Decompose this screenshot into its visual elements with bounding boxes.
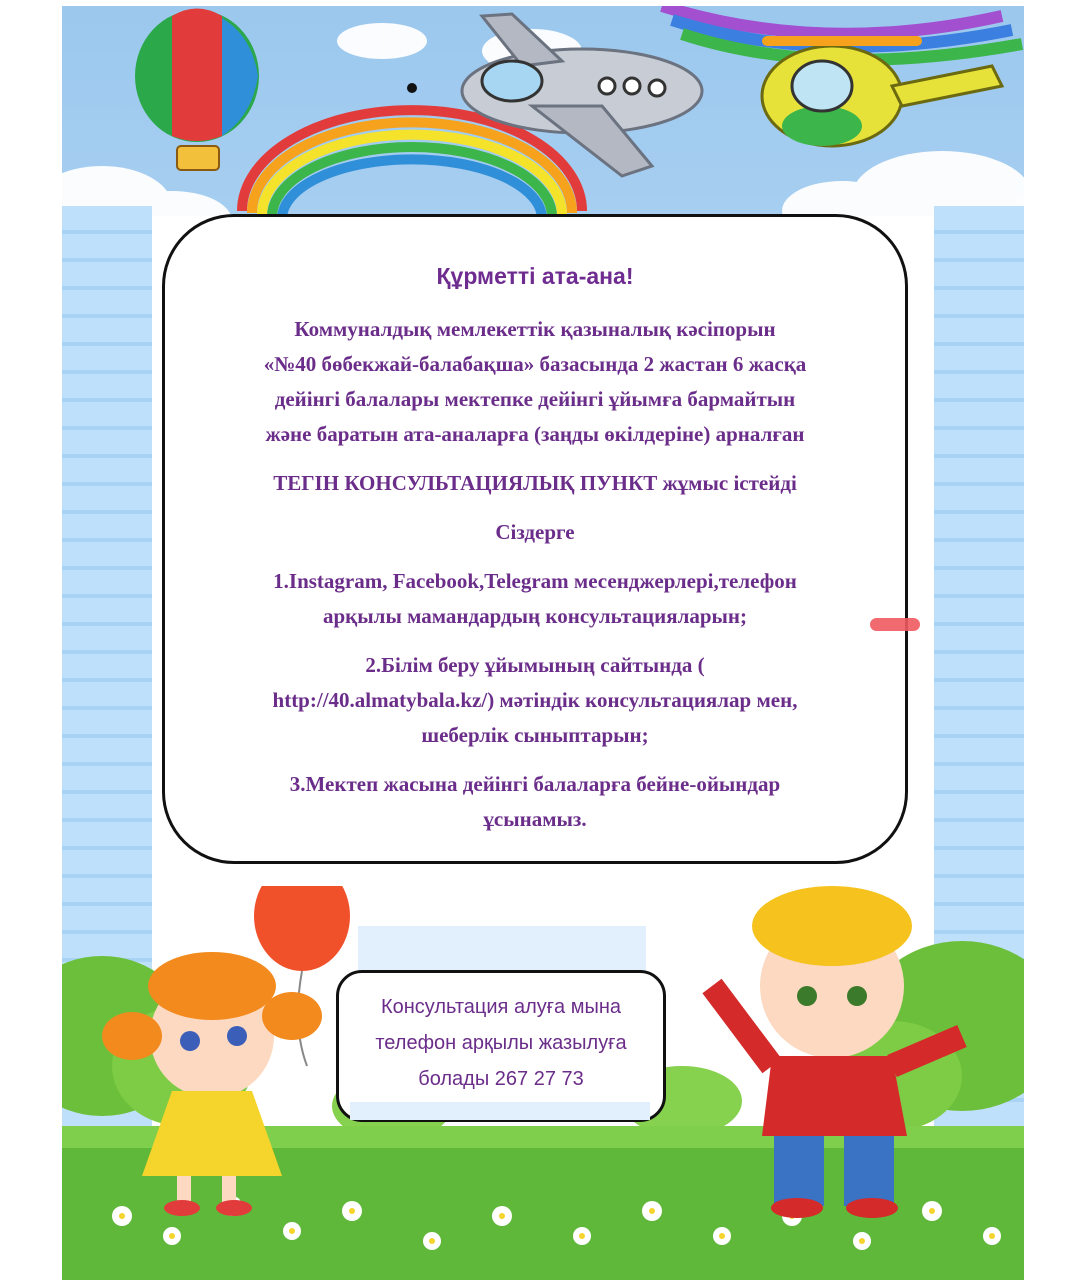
intro-line: және баратын ата-аналарға (заңды өкілдеріне) арналған <box>265 422 805 446</box>
intro-line: «№40 бөбекжай-балабақша» базасында 2 жастан 6 жасқа <box>263 352 807 376</box>
item-2 <box>165 648 905 753</box>
headline: ТЕГІН КОНСУЛЬТАЦИЯЛЫҚ ПУНКТ жұмыс істейді <box>273 471 797 495</box>
hot-air-balloon-icon <box>135 9 259 171</box>
contact-phone-line: болады 267 27 73 <box>418 1068 584 1090</box>
poster <box>62 6 1024 1280</box>
intro-line: дейінгі балалары мектепке дейінгі ұйымға бармайтын <box>274 387 796 411</box>
item-2-line: шеберлік сыныптарын; <box>421 723 649 747</box>
notice-card <box>162 214 908 864</box>
item-2-link[interactable]: http://40.almatybala.kz/) мәтіндік консультациялар мен, <box>272 688 798 712</box>
item-3-line: ұсынамыз. <box>483 807 587 831</box>
contact-card <box>336 970 666 1122</box>
to-you: Сіздерге <box>495 520 575 544</box>
item-1-line: арқылы мамандардың консультацияларын; <box>322 604 748 628</box>
item-2-line: 2.Білім беру ұйымының сайтында ( <box>365 653 705 677</box>
contact-bottom-strip <box>350 1102 650 1120</box>
intro-line: Коммуналдық мемлекеттік қазыналық кәсіпорын <box>294 317 776 341</box>
item-3 <box>165 767 905 837</box>
item-1 <box>165 564 905 634</box>
item-3-line: 3.Мектеп жасына дейінгі балаларға бейне-ойындар <box>289 772 781 796</box>
red-marker-stroke <box>870 618 920 631</box>
item-1-line: 1.Instagram, Facebook,Telegram месенджерлері,телефон <box>273 569 797 593</box>
intro-text <box>165 312 905 452</box>
contact-line: телефон арқылы жазылуға <box>375 1032 627 1054</box>
greeting: Құрметті ата-ана! <box>436 263 634 289</box>
contact-line: Консультация алуға мына <box>380 996 622 1018</box>
